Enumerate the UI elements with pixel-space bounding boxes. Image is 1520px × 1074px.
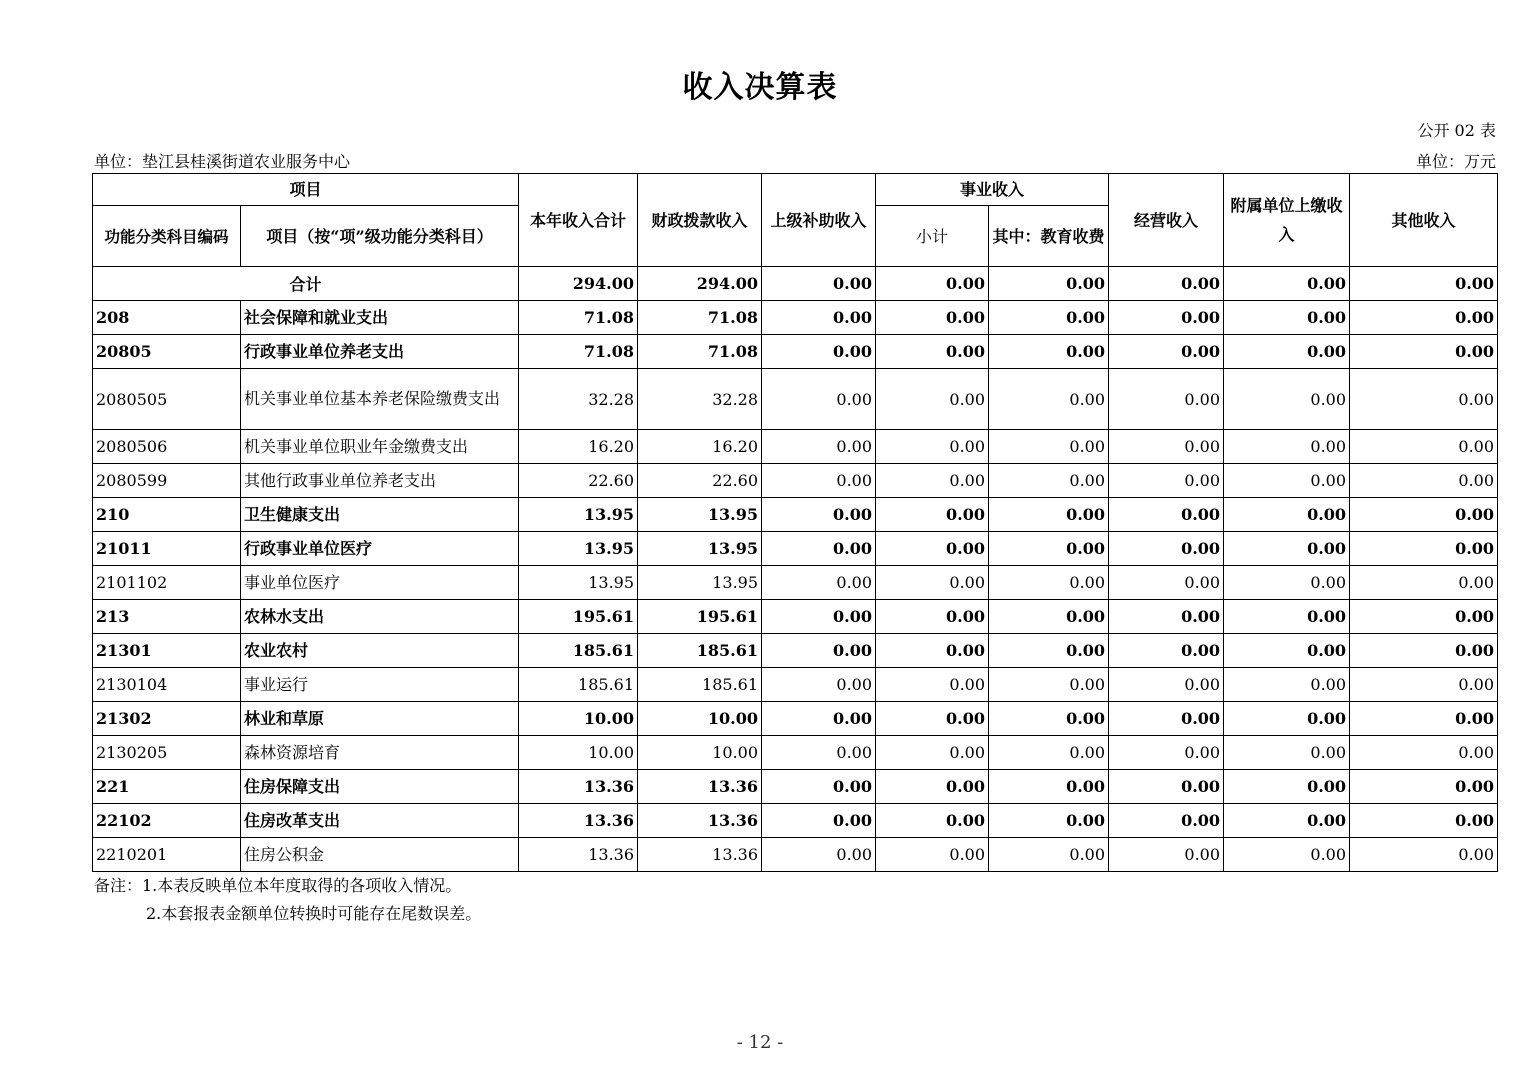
row-value: 0.00 (1224, 498, 1350, 532)
row-value: 0.00 (1109, 532, 1224, 566)
row-value: 0.00 (876, 335, 989, 369)
table-row (93, 566, 1498, 600)
header-subtotal: 小计 (876, 206, 989, 267)
row-value: 0.00 (762, 566, 876, 600)
row-value: 0.00 (876, 634, 989, 668)
row-value: 0.00 (1350, 736, 1498, 770)
row-value: 0.00 (1350, 301, 1498, 335)
row-name: 机关事业单位职业年金缴费支出 (241, 430, 519, 464)
row-code: 21302 (93, 702, 241, 736)
row-code: 20805 (93, 335, 241, 369)
row-value: 0.00 (1224, 301, 1350, 335)
row-value: 0.00 (1109, 566, 1224, 600)
total-cell: 294.00 (638, 267, 762, 301)
row-value: 0.00 (989, 770, 1109, 804)
row-value: 0.00 (1350, 634, 1498, 668)
row-value: 0.00 (876, 838, 989, 872)
row-code: 2080506 (93, 430, 241, 464)
total-cell: 0.00 (1109, 267, 1224, 301)
row-value: 0.00 (1350, 770, 1498, 804)
page-title: 收入决算表 (682, 70, 838, 105)
row-value: 0.00 (762, 668, 876, 702)
table-body (93, 267, 1498, 872)
row-value: 13.36 (638, 804, 762, 838)
row-value: 0.00 (762, 430, 876, 464)
row-value: 0.00 (762, 335, 876, 369)
row-name: 住房改革支出 (241, 804, 519, 838)
row-code: 2101102 (93, 566, 241, 600)
row-value: 0.00 (1224, 600, 1350, 634)
row-value: 0.00 (876, 464, 989, 498)
row-name: 行政事业单位医疗 (241, 532, 519, 566)
currency-unit: 单位：万元 (1415, 152, 1496, 171)
table-row (93, 770, 1498, 804)
row-value: 10.00 (638, 736, 762, 770)
row-value: 0.00 (1224, 736, 1350, 770)
total-cell: 294.00 (519, 267, 638, 301)
row-value: 0.00 (1109, 838, 1224, 872)
row-value: 13.95 (519, 498, 638, 532)
row-code: 2080599 (93, 464, 241, 498)
row-value: 0.00 (1224, 464, 1350, 498)
row-value: 0.00 (876, 566, 989, 600)
row-name: 林业和草原 (241, 702, 519, 736)
row-value: 0.00 (989, 498, 1109, 532)
row-name: 住房公积金 (241, 838, 519, 872)
total-cell: 0.00 (989, 267, 1109, 301)
table-row (93, 498, 1498, 532)
table-row (93, 532, 1498, 566)
row-value: 0.00 (876, 770, 989, 804)
row-value: 0.00 (762, 600, 876, 634)
row-value: 0.00 (876, 736, 989, 770)
row-value: 0.00 (1109, 430, 1224, 464)
row-value: 0.00 (876, 430, 989, 464)
row-value: 0.00 (876, 532, 989, 566)
row-value: 10.00 (519, 736, 638, 770)
row-value: 185.61 (638, 668, 762, 702)
row-value: 0.00 (1109, 770, 1224, 804)
row-value: 0.00 (762, 838, 876, 872)
row-value: 0.00 (989, 335, 1109, 369)
row-code: 21011 (93, 532, 241, 566)
row-value: 13.36 (638, 770, 762, 804)
row-value: 13.36 (519, 838, 638, 872)
total-cell: 0.00 (1350, 267, 1498, 301)
row-value: 0.00 (989, 532, 1109, 566)
row-value: 0.00 (1224, 369, 1350, 430)
row-value: 0.00 (1109, 668, 1224, 702)
row-value: 0.00 (1224, 335, 1350, 369)
table-row (93, 838, 1498, 872)
row-value: 0.00 (876, 301, 989, 335)
row-value: 32.28 (519, 369, 638, 430)
row-value: 0.00 (989, 736, 1109, 770)
row-value: 0.00 (1350, 668, 1498, 702)
row-value: 185.61 (638, 634, 762, 668)
row-value: 0.00 (1224, 668, 1350, 702)
row-value: 0.00 (1224, 430, 1350, 464)
row-name: 卫生健康支出 (241, 498, 519, 532)
row-value: 0.00 (1224, 770, 1350, 804)
row-value: 0.00 (1350, 804, 1498, 838)
row-value: 0.00 (989, 804, 1109, 838)
row-value: 0.00 (989, 668, 1109, 702)
row-value: 0.00 (1350, 532, 1498, 566)
header-fiscal: 财政拨款收入 (638, 174, 762, 267)
row-code: 208 (93, 301, 241, 335)
row-name: 事业单位医疗 (241, 566, 519, 600)
row-value: 71.08 (638, 301, 762, 335)
row-value: 0.00 (989, 838, 1109, 872)
row-code: 2130104 (93, 668, 241, 702)
row-value: 0.00 (1224, 566, 1350, 600)
table-row (93, 464, 1498, 498)
row-name: 农业农村 (241, 634, 519, 668)
row-value: 0.00 (876, 600, 989, 634)
row-value: 0.00 (762, 634, 876, 668)
row-code: 221 (93, 770, 241, 804)
row-name: 住房保障支出 (241, 770, 519, 804)
row-value: 0.00 (1224, 804, 1350, 838)
row-value: 0.00 (1109, 301, 1224, 335)
header-item-group: 项目 (93, 174, 519, 206)
row-name: 社会保障和就业支出 (241, 301, 519, 335)
row-value: 16.20 (638, 430, 762, 464)
row-value: 0.00 (989, 430, 1109, 464)
row-value: 32.28 (638, 369, 762, 430)
row-value: 0.00 (762, 464, 876, 498)
row-value: 16.20 (519, 430, 638, 464)
row-value: 13.36 (638, 838, 762, 872)
row-value: 71.08 (638, 335, 762, 369)
row-value: 0.00 (989, 702, 1109, 736)
row-value: 0.00 (989, 464, 1109, 498)
total-row (93, 267, 1498, 301)
note-line-2: 2.本套报表金额单位转换时可能存在尾数误差。 (146, 904, 482, 923)
row-value: 0.00 (1109, 369, 1224, 430)
row-value: 0.00 (762, 736, 876, 770)
row-value: 0.00 (1350, 369, 1498, 430)
table-row (93, 335, 1498, 369)
row-value: 0.00 (1109, 335, 1224, 369)
row-value: 0.00 (1224, 634, 1350, 668)
total-cell: 0.00 (876, 267, 989, 301)
table-header (93, 174, 1498, 267)
row-name: 机关事业单位基本养老保险缴费支出 (241, 369, 519, 430)
table-row (93, 301, 1498, 335)
row-value: 22.60 (638, 464, 762, 498)
header-name: 项目（按“项”级功能分类科目） (241, 206, 519, 267)
row-value: 0.00 (1350, 498, 1498, 532)
header-edu-fee: 其中：教育收费 (989, 206, 1109, 267)
row-value: 0.00 (989, 600, 1109, 634)
row-value: 0.00 (1350, 838, 1498, 872)
row-value: 0.00 (876, 369, 989, 430)
table-row (93, 736, 1498, 770)
row-value: 0.00 (1224, 532, 1350, 566)
notes (94, 872, 481, 928)
row-value: 0.00 (762, 702, 876, 736)
row-value: 0.00 (1109, 702, 1224, 736)
row-value: 0.00 (1109, 600, 1224, 634)
total-label: 合计 (93, 267, 519, 301)
header-total: 本年收入合计 (519, 174, 638, 267)
row-value: 0.00 (1224, 702, 1350, 736)
form-number: 公开 02 表 (1417, 121, 1496, 140)
row-code: 2080505 (93, 369, 241, 430)
total-cell: 0.00 (1224, 267, 1350, 301)
row-value: 0.00 (762, 532, 876, 566)
row-value: 13.95 (638, 532, 762, 566)
table-row (93, 600, 1498, 634)
header-other: 其他收入 (1350, 174, 1498, 267)
row-value: 71.08 (519, 301, 638, 335)
row-value: 0.00 (876, 498, 989, 532)
row-name: 其他行政事业单位养老支出 (241, 464, 519, 498)
row-value: 0.00 (1224, 838, 1350, 872)
row-value: 22.60 (519, 464, 638, 498)
row-value: 185.61 (519, 668, 638, 702)
row-value: 13.95 (638, 498, 762, 532)
row-value: 0.00 (989, 301, 1109, 335)
header-operating: 经营收入 (1109, 174, 1224, 267)
row-value: 0.00 (762, 770, 876, 804)
row-value: 0.00 (762, 369, 876, 430)
row-value: 0.00 (762, 804, 876, 838)
table-row (93, 668, 1498, 702)
row-value: 0.00 (762, 498, 876, 532)
row-value: 0.00 (1350, 702, 1498, 736)
table-row (93, 702, 1498, 736)
row-value: 0.00 (876, 668, 989, 702)
header-career-group: 事业收入 (876, 174, 1109, 206)
row-code: 213 (93, 600, 241, 634)
row-value: 13.36 (519, 804, 638, 838)
row-value: 0.00 (1109, 736, 1224, 770)
row-value: 0.00 (1109, 634, 1224, 668)
row-value: 0.00 (1350, 430, 1498, 464)
row-value: 71.08 (519, 335, 638, 369)
row-code: 2130205 (93, 736, 241, 770)
header-affiliate: 附属单位上缴收入 (1224, 174, 1350, 267)
row-value: 0.00 (762, 301, 876, 335)
row-value: 195.61 (519, 600, 638, 634)
row-value: 0.00 (876, 702, 989, 736)
header-code: 功能分类科目编码 (93, 206, 241, 267)
row-value: 0.00 (989, 369, 1109, 430)
row-value: 13.95 (638, 566, 762, 600)
row-value: 0.00 (1109, 498, 1224, 532)
row-code: 2210201 (93, 838, 241, 872)
row-value: 185.61 (519, 634, 638, 668)
row-value: 10.00 (638, 702, 762, 736)
row-value: 13.36 (519, 770, 638, 804)
row-value: 195.61 (638, 600, 762, 634)
row-value: 0.00 (1109, 464, 1224, 498)
row-value: 0.00 (989, 634, 1109, 668)
row-value: 0.00 (1109, 804, 1224, 838)
income-table (92, 173, 1498, 872)
total-cell: 0.00 (762, 267, 876, 301)
row-value: 0.00 (876, 804, 989, 838)
row-code: 210 (93, 498, 241, 532)
row-value: 13.95 (519, 532, 638, 566)
page-number: - 12 - (736, 1032, 784, 1053)
row-value: 10.00 (519, 702, 638, 736)
table-row (93, 804, 1498, 838)
row-value: 0.00 (1350, 600, 1498, 634)
row-value: 0.00 (989, 566, 1109, 600)
reporting-unit: 单位：垫江县桂溪街道农业服务中心 (94, 152, 351, 171)
table-row (93, 430, 1498, 464)
row-value: 13.95 (519, 566, 638, 600)
header-superior: 上级补助收入 (762, 174, 876, 267)
note-line-1: 备注：1.本表反映单位本年度取得的各项收入情况。 (94, 876, 462, 895)
row-name: 事业运行 (241, 668, 519, 702)
row-code: 22102 (93, 804, 241, 838)
row-name: 行政事业单位养老支出 (241, 335, 519, 369)
table-row (93, 634, 1498, 668)
row-value: 0.00 (1350, 335, 1498, 369)
row-name: 森林资源培育 (241, 736, 519, 770)
row-value: 0.00 (1350, 566, 1498, 600)
row-value: 0.00 (1350, 464, 1498, 498)
row-name: 农林水支出 (241, 600, 519, 634)
table-row (93, 369, 1498, 430)
row-code: 21301 (93, 634, 241, 668)
